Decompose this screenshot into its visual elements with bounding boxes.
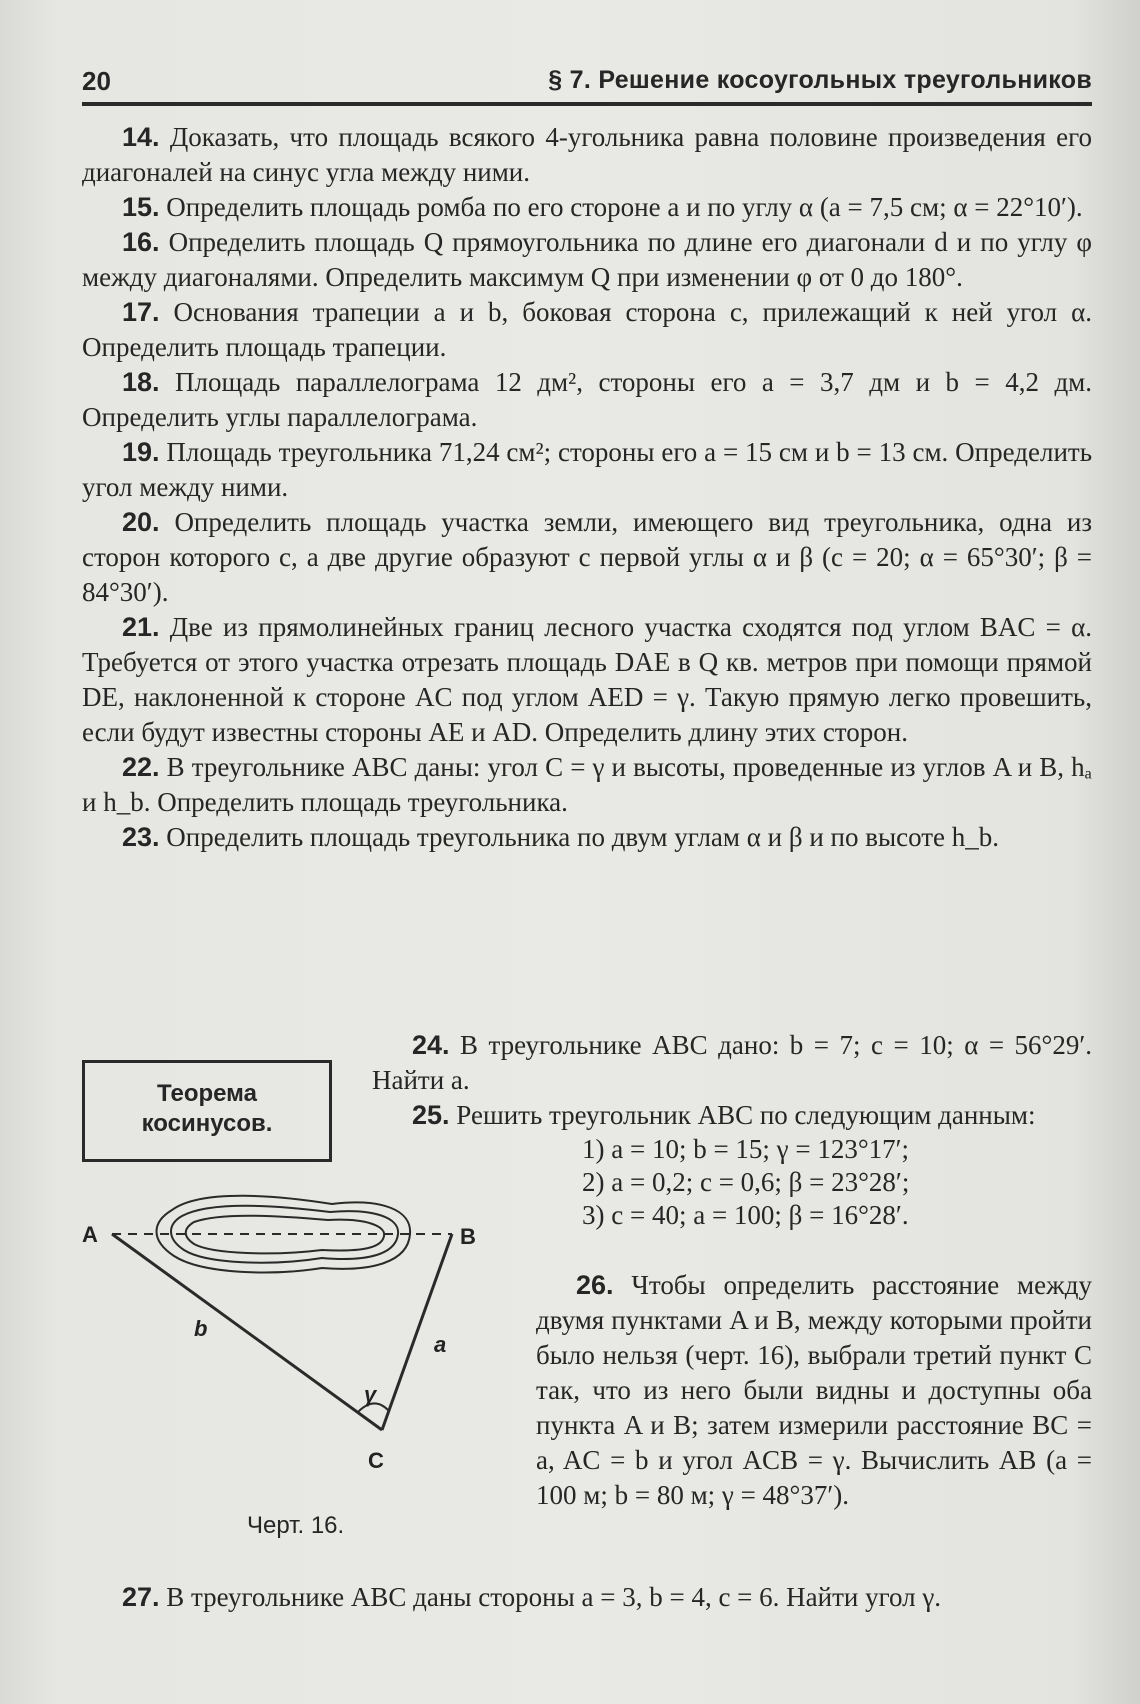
problem-21: 21. Две из прямолинейных границ лесного участка сходятся под углом BAC = α. Требуется от этого участка отрезать площадь DAE в Q кв. метров при помощи прямой DE, наклоненной к стороне AC под углом AED = γ. Такую прямую легко провешить, если будут известны стороны AE и AD. Определить длину этих сторон. xyxy=(82,612,1092,747)
problem-26-column xyxy=(536,1268,1092,1513)
case-1: 1) a = 10; b = 15; γ = 123°17′; xyxy=(582,1134,910,1164)
problem-25: 25. Решить треугольник ABC по следующим данным: xyxy=(412,1100,1036,1130)
label-C: C xyxy=(368,1448,384,1473)
label-b: b xyxy=(194,1316,208,1341)
problem-14: 14. Доказать, что площадь всякого 4-угольника равна половине произведения его диагоналей на синус угла между ними. xyxy=(82,122,1092,187)
lake-outline-middle xyxy=(171,1206,398,1263)
right-column xyxy=(372,1028,1092,1232)
problems-block xyxy=(82,120,1092,855)
problem-23: 23. Определить площадь треугольника по двум углам α и β и по высоте h_b. xyxy=(122,822,1000,852)
page-number: 20 xyxy=(82,66,111,96)
problem-16: 16. Определить площадь Q прямоугольника по длине его диагонали d и по углу φ между диагоналями. Определить максимум Q при изменении φ от 0 до 180°. xyxy=(82,227,1093,292)
problem-26: 26. Чтобы определить расстояние между двумя пунктами A и B, между которыми пройти было нельзя (черт. 16), выбрали третий пункт C так, что из него были видны и доступны оба пункта A и B; затем измерили расстояние BC = a, AC = b и угол ACB = γ. Вычислить AB (a = 100 м; b = 80 м; γ = 48°37′). xyxy=(536,1270,1092,1510)
bottom-block xyxy=(82,1580,1092,1615)
label-A: A xyxy=(82,1222,98,1247)
page-header xyxy=(82,62,1092,106)
problem-18: 18. Площадь параллелограма 12 дм², стороны его a = 3,7 дм и b = 4,2 дм. Определить углы параллелограма. xyxy=(82,367,1093,432)
label-a: a xyxy=(434,1332,447,1357)
problem-22: 22. В треугольнике ABC даны: угол C = γ и высоты, проведенные из углов A и B, hₐ и h_b. Определить площадь треугольника. xyxy=(82,752,1093,817)
problem-24: 24. В треугольнике ABC дано: b = 7; c = 10; α = 56°29′. Найти a. xyxy=(372,1030,1092,1095)
case-3: 3) c = 40; a = 100; β = 16°28′. xyxy=(582,1200,909,1230)
theorem-box-label: Теорема косинусов. xyxy=(141,1080,273,1137)
figure-caption: Черт. 16. xyxy=(247,1512,345,1539)
running-title: § 7. Решение косоугольных треугольников xyxy=(548,66,1092,94)
label-gamma: γ xyxy=(364,1382,377,1407)
problem-25-cases xyxy=(582,1133,1092,1232)
problem-27: 27. В треугольнике ABC даны стороны a = 3, b = 4, c = 6. Найти угол γ. xyxy=(122,1582,942,1612)
theorem-box xyxy=(82,1060,332,1162)
problem-19: 19. Площадь треугольника 71,24 см²; стороны его a = 15 см и b = 13 см. Определить угол между ними. xyxy=(82,437,1093,502)
label-B: B xyxy=(460,1224,476,1249)
problem-17: 17. Основания трапеции a и b, боковая сторона c, прилежащий к ней угол α. Определить площадь трапеции. xyxy=(82,297,1093,362)
problem-20: 20. Определить площадь участка земли, имеющего вид треугольника, одна из сторон которого c, а две другие образуют с первой углы α и β (c = 20; α = 65°30′; β = 84°30′). xyxy=(82,507,1092,607)
problem-15: 15. Определить площадь ромба по его стороне a и по углу α (a = 7,5 см; α = 22°10′). xyxy=(122,192,1083,222)
case-2: 2) a = 0,2; c = 0,6; β = 23°28′; xyxy=(582,1167,910,1197)
